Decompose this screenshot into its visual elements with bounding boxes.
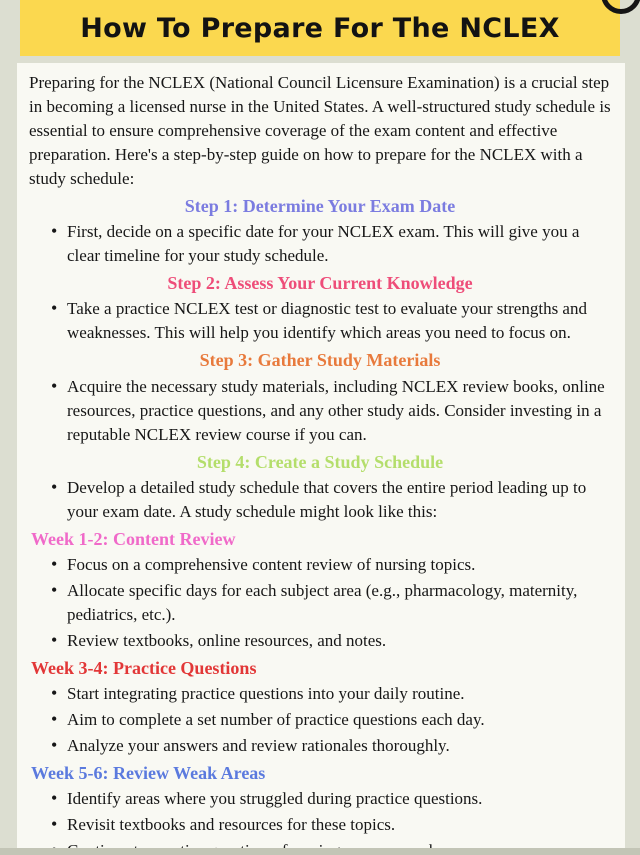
bullet-list xyxy=(29,553,611,653)
section-heading: Step 1: Determine Your Exam Date xyxy=(184,195,456,216)
title-banner xyxy=(20,0,620,56)
bullet-list xyxy=(29,682,611,758)
bottom-strip xyxy=(0,848,640,855)
bullet-item: • Develop a detailed study schedule that covers the entire period leading up to your exam date. A study schedule might look like this: xyxy=(29,476,611,524)
section-heading: Week 3-4: Practice Questions xyxy=(31,657,257,678)
bullet-item: • Revisit textbooks and resources for these topics. xyxy=(29,813,611,837)
section-heading: Week 5-6: Review Weak Areas xyxy=(31,763,266,784)
bullet-item: • Start integrating practice questions into your daily routine. xyxy=(29,682,611,706)
section-week-6 xyxy=(29,761,611,855)
bullet-list xyxy=(29,297,611,345)
bullet-item: • Analyze your answers and review rationales thoroughly. xyxy=(29,734,611,758)
bullet-item: • First, decide on a specific date for your NCLEX exam. This will give you a clear timeline for your study schedule. xyxy=(29,220,611,268)
section-step-2 xyxy=(29,348,611,446)
section-step-3 xyxy=(29,450,611,524)
section-step-0 xyxy=(29,194,611,268)
section-heading: Step 2: Assess Your Current Knowledge xyxy=(167,273,473,294)
section-week-4 xyxy=(29,527,611,653)
page-title: How To Prepare For The NCLEX xyxy=(80,12,560,44)
section-step-1 xyxy=(29,271,611,345)
sections-container xyxy=(29,194,611,855)
bullet-item: • Allocate specific days for each subject area (e.g., pharmacology, maternity, pediatrics, etc.). xyxy=(29,579,611,627)
bullet-item: • Take a practice NCLEX test or diagnostic test to evaluate your strengths and weaknesses. This will help you identify which areas you need to focus on. xyxy=(29,297,611,345)
content-panel xyxy=(17,63,625,848)
bullet-item: • Acquire the necessary study materials, including NCLEX review books, online resources, practice questions, and any other study aids. Consider investing in a reputable NCLEX review course if you can. xyxy=(29,375,611,447)
bullet-item: • Aim to complete a set number of practice questions each day. xyxy=(29,708,611,732)
bullet-item: • Focus on a comprehensive content review of nursing topics. xyxy=(29,553,611,577)
bullet-list xyxy=(29,220,611,268)
bullet-list xyxy=(29,787,611,855)
section-week-5 xyxy=(29,656,611,758)
section-heading: Step 3: Gather Study Materials xyxy=(199,350,441,371)
section-heading: Week 1-2: Content Review xyxy=(31,528,236,549)
intro-paragraph: Preparing for the NCLEX (National Council Licensure Examination) is a crucial step in becoming a licensed nurse in the United States. A well-structured study schedule is essential to ensure comprehensive coverage of the exam content and effective preparation. Here's a step-by-step guide on how to prepare for the NCLEX with a study schedule: xyxy=(29,73,611,188)
bullet-list xyxy=(29,476,611,524)
bullet-item: • Identify areas where you struggled during practice questions. xyxy=(29,787,611,811)
bullet-item: • Review textbooks, online resources, and notes. xyxy=(29,629,611,653)
section-heading: Step 4: Create a Study Schedule xyxy=(196,451,444,472)
bullet-list xyxy=(29,375,611,447)
